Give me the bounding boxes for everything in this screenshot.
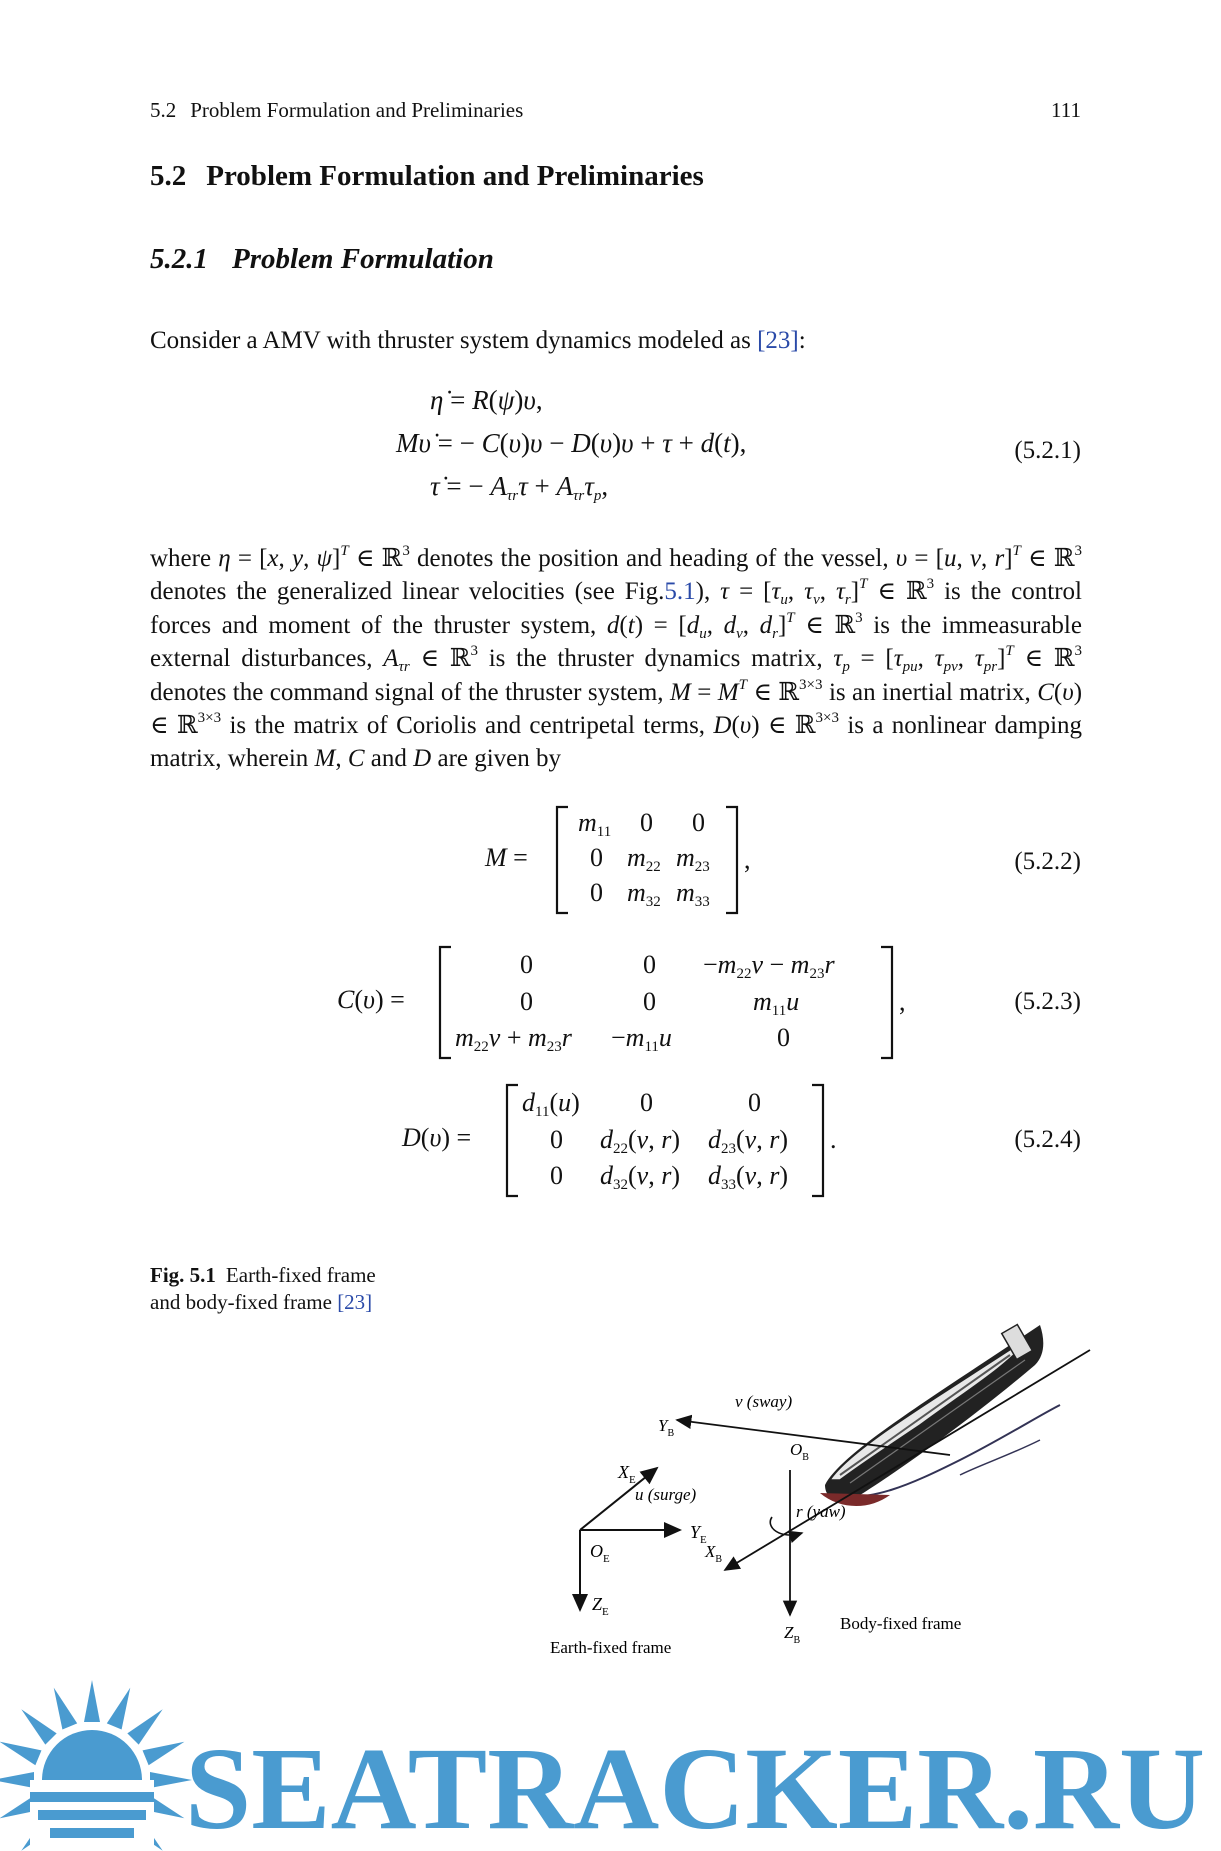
body-x-label: $X_B$: [705, 1542, 723, 1565]
d-cell: $d_{23}(v$, r): [708, 1125, 789, 1157]
c-cell: $-m_{22}v - m_{23}r$: [703, 950, 835, 982]
d-cell: 0: [640, 1088, 653, 1117]
figure-caption-line1: Earth-fixed frame: [225, 1263, 376, 1287]
c-lhs: C(υ) =: [337, 985, 405, 1014]
m-cell: $m_{33}$: [676, 878, 710, 910]
para-dynamics-text: dynamics matrix,: [644, 645, 823, 673]
para-and-text: and: [370, 745, 407, 773]
para-disturbance-text: is the immeasurable external disturbances,: [150, 611, 1082, 673]
para-given-by-text: are given by: [437, 745, 562, 773]
eq1-line1: η̇ = R(ψ)υ,: [430, 385, 543, 415]
equation-5-2-3: [335, 945, 915, 1060]
running-section-number: 5.2: [150, 98, 177, 122]
para-coriolis-text: Coriolis and centripetal terms,: [396, 712, 706, 740]
d-period: .: [830, 1125, 837, 1154]
para-matrix-of-text: is the matrix of: [229, 712, 388, 740]
para-thruster-system-text: thruster system,: [505, 678, 664, 706]
d-cell: 0: [550, 1161, 563, 1190]
m-lhs: M =: [485, 843, 528, 872]
subsection-number: 5.2.1: [150, 243, 208, 275]
intro-text: Consider a AMV with thruster system dynamics modeled as: [150, 327, 758, 354]
body-y-label: $Y_B$: [658, 1416, 675, 1439]
m-cell: 0: [692, 808, 705, 837]
subsection-heading: [150, 243, 494, 276]
equation-number-5-2-3: (5.2.3): [1014, 988, 1081, 1015]
figure-reference-link[interactable]: 5.1: [664, 578, 696, 606]
section-title: Problem Formulation and Preliminaries: [206, 160, 704, 192]
equation-number-5-2-1: (5.2.1): [1014, 437, 1081, 464]
para-inertial-text: is an inertial matrix,: [828, 678, 1031, 706]
c-right-bracket-wrap: [873, 945, 897, 1065]
subsection-title: Problem Formulation: [232, 243, 494, 275]
page-number: 111: [1051, 98, 1081, 122]
earth-frame-label: Earth-fixed frame: [550, 1638, 672, 1657]
figure-label: Fig. 5.1: [150, 1263, 216, 1287]
body-origin-label: $O_B$: [790, 1440, 809, 1463]
intro-citation[interactable]: [23]: [757, 327, 799, 354]
m-right-bracket: [718, 805, 742, 915]
c-cell: 0: [520, 987, 533, 1016]
figure-caption-line2: and body-fixed frame: [150, 1290, 338, 1314]
watermark-sun-logo: [0, 1680, 192, 1851]
intro-paragraph: [150, 324, 1082, 357]
equation-5-2-4: [400, 1083, 850, 1198]
c-cell: 0: [643, 987, 656, 1016]
intro-tail: :: [798, 327, 806, 354]
d-cell: $d_{22}(v$, r): [600, 1125, 681, 1157]
running-head: [150, 98, 523, 123]
m-cell: $m_{11}$: [578, 808, 612, 840]
earth-x-label: $X_E$: [618, 1462, 636, 1486]
m-left-bracket: [552, 805, 576, 915]
m-cell: 0: [590, 843, 603, 872]
eq1-line2: Mυ̇ = − C(υ)υ − D(υ)υ + τ + d(t),: [396, 428, 747, 458]
d-cell: $d_{11}(u)$: [522, 1088, 580, 1120]
body-x-axis: [725, 1350, 1090, 1570]
equation-5-2-1: [380, 385, 900, 515]
c-cell: $m_{22}v + m_{23}r$: [455, 1023, 572, 1055]
d-cell: 0: [550, 1125, 563, 1154]
para-position-text: denotes the position and heading of the vessel,: [416, 545, 889, 572]
sway-label: v (sway): [735, 1392, 793, 1411]
ship-illustration: [820, 1325, 1060, 1507]
m-comma: ,: [744, 845, 751, 874]
para-damping-text: is a nonlinear damping matrix, wherein: [150, 712, 1083, 773]
c-cell: $m_{11}u$: [753, 987, 800, 1019]
c-cell: 0: [520, 950, 533, 979]
section-number: 5.2: [150, 160, 187, 192]
m-cell: 0: [640, 808, 653, 837]
section-heading: [150, 160, 704, 193]
frames-figure: [540, 1255, 1100, 1675]
para-command-text: denotes the command signal of the: [150, 678, 499, 706]
earth-y-label: $Y_E$: [690, 1522, 707, 1546]
math-eta: η: [218, 545, 231, 572]
watermark-text: SEATRACKER.RU: [185, 1723, 1205, 1851]
para-word-where: where: [150, 545, 212, 572]
c-cell: 0: [643, 950, 656, 979]
d-lhs: D(υ) =: [402, 1123, 472, 1152]
body-frame-label: Body-fixed frame: [840, 1614, 962, 1633]
para-thruster-text: is the thruster: [488, 645, 634, 673]
m-cell: $m_{23}$: [676, 843, 710, 875]
surge-label: u (surge): [635, 1485, 697, 1504]
body-z-label: $Z_B$: [784, 1623, 801, 1646]
c-comma: ,: [899, 987, 906, 1016]
m-cell: $m_{22}$: [627, 843, 661, 875]
c-right-bracket: [873, 945, 897, 1060]
para-velocity-text: denotes the generalized linear velocities (see Fig.: [150, 578, 665, 606]
d-cell: $d_{33}(v$, r): [708, 1161, 789, 1193]
c-cell: $-m_{11}u$: [611, 1023, 672, 1055]
d-cell: 0: [748, 1088, 761, 1117]
m-cell: $m_{32}$: [627, 878, 661, 910]
watermark: [0, 1680, 1221, 1851]
d-right-bracket: [804, 1083, 828, 1198]
equation-number-5-2-4: (5.2.4): [1014, 1126, 1081, 1153]
figure-caption: [150, 1262, 376, 1316]
earth-origin-label: $O_E$: [590, 1541, 610, 1565]
para-control-text: is the control forces and moment of the thruster system,: [150, 578, 1082, 639]
yaw-label: r (yaw): [796, 1502, 846, 1521]
d-cell: $d_{32}(v$, r): [600, 1161, 681, 1193]
c-cell: 0: [777, 1023, 790, 1052]
figure-caption-citation[interactable]: [23]: [337, 1290, 373, 1314]
equation-number-5-2-2: (5.2.2): [1014, 848, 1081, 875]
definitions-paragraph: where η = [x, y, ψ]$^T$ ∈ ℝ$^3$ denotes the position and heading of the vessel, υ = [u, v, r]$^T$ ∈ ℝ$^3$ denotes the generalized linear velocities (see Fig.5.1), $\tau = [\tau_u$, $\tau_v$, $\tau_r]^T$ ∈ ℝ$^3$ is the control forces and moment of the thruster system, $d(t) = [d_u$, $d_v$, $d_r]^T$ ∈ ℝ$^3$ is the immeasurable external disturbances, $A_{\tau r}$ ∈ ℝ$^3$ is the thruster dynamics matrix, $\tau_p = [\tau_{pu}$, $\tau_{pv}$, $\tau_{pr}]^T$ ∈ ℝ$^3$ denotes the command signal of the thruster system, $M = M^T$ ∈ ℝ$^{3\times 3}$ is an inertial matrix, C(υ) ∈ ℝ$^{3\times 3}$ is the matrix of Coriolis and centripetal terms, D(υ) ∈ ℝ$^{3\times 3}$ is a nonlinear damping matrix, wherein M, C and D are given by: [150, 543, 1083, 773]
m-cell: 0: [590, 878, 603, 907]
earth-z-label: $Z_E$: [592, 1594, 609, 1618]
eq1-line3: τ̇ = − $A_{\tau r}\tau + A_{\tau r}\tau_p$,: [430, 471, 609, 504]
running-title: Problem Formulation and Preliminaries: [190, 98, 524, 122]
equation-5-2-2: [480, 805, 780, 915]
